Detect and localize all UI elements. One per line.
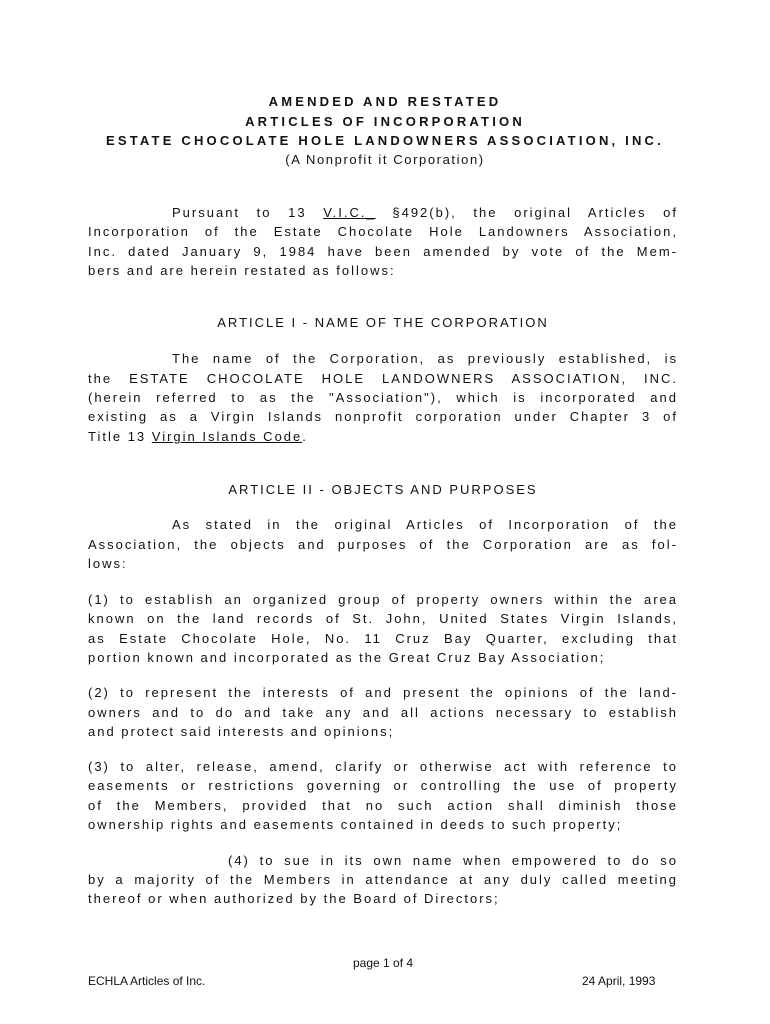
purpose-1-line-3: as Estate Chocolate Hole, No. 11 Cruz Bay Quarter, excluding that: [88, 631, 678, 646]
purpose-1-line-1: (1) to establish an organized group of property owners within the area: [88, 592, 678, 607]
preamble-line-4: bers and are herein restated as follows:: [88, 263, 396, 278]
footer-document-name: ECHLA Articles of Inc.: [88, 974, 206, 988]
purpose-2-line-1: (2) to represent the interests of and present the opinions of the land-: [88, 685, 678, 700]
preamble-text: §492(b), the original Articles of: [375, 205, 678, 220]
purpose-2-line-2: owners and to do and take any and all actions necessary to establish: [88, 705, 678, 720]
purpose-3-line-1: (3) to alter, release, amend, clarify or otherwise act with reference to: [88, 759, 678, 774]
article-2-intro-line-1: As stated in the original Articles of Incorporation of the: [172, 517, 678, 532]
statute-citation: V.I.C._: [323, 205, 376, 220]
code-reference: Virgin Islands Code: [151, 429, 303, 444]
purpose-3-line-4: ownership rights and easements contained in deeds to such property;: [88, 817, 623, 832]
article-1-line-5: [88, 429, 678, 445]
title-line-2: ARTICLES OF INCORPORATION: [245, 114, 525, 129]
page-number: page 1 of 4: [353, 956, 414, 970]
article-1-text: Title 13: [88, 429, 152, 444]
title-line-3: ESTATE CHOCOLATE HOLE LANDOWNERS ASSOCIATION, INC.: [106, 133, 664, 148]
purpose-4-line-3: thereof or when authorized by the Board of Directors;: [88, 891, 500, 906]
purpose-4-line-2: by a majority of the Members in attendance at any duly called meeting: [88, 872, 678, 887]
purpose-3-line-2: easements or restrictions governing or controlling the use of property: [88, 778, 678, 793]
footer-date: 24 April, 1993: [582, 974, 656, 988]
article-1-line-2: the ESTATE CHOCOLATE HOLE LANDOWNERS ASSOCIATION, INC.: [88, 371, 678, 386]
purpose-1-line-4: portion known and incorporated as the Great Cruz Bay Association;: [88, 650, 606, 665]
article-1-line-4: existing as a Virgin Islands nonprofit corporation under Chapter 3 of: [88, 409, 678, 424]
purpose-2-line-3: and protect said interests and opinions;: [88, 724, 395, 739]
purpose-3-line-3: of the Members, provided that no such action shall diminish those: [88, 798, 678, 813]
article-2-intro-line-2: Association, the objects and purposes of the Corporation are as fol-: [88, 537, 678, 552]
purpose-4-line-1: (4) to sue in its own name when empowered to do so: [228, 853, 678, 868]
article-1-line-1: The name of the Corporation, as previously established, is: [172, 351, 678, 366]
preamble-line-1: [172, 205, 678, 221]
article-1-line-3: (herein referred to as the "Association"), which is incorporated and: [88, 390, 678, 405]
article-2-intro-line-3: lows:: [88, 556, 128, 571]
article-1-heading: ARTICLE I - NAME OF THE CORPORATION: [217, 315, 549, 330]
title-subtitle: (A Nonprofit it Corporation): [285, 152, 485, 167]
article-2-heading: ARTICLE II - OBJECTS AND PURPOSES: [228, 482, 538, 497]
title-line-1: AMENDED AND RESTATED: [268, 94, 502, 109]
preamble-text: Pursuant to 13: [172, 205, 324, 220]
article-1-text: .: [302, 429, 308, 444]
preamble-line-3: Inc. dated January 9, 1984 have been amended by vote of the Mem-: [88, 244, 678, 259]
preamble-line-2: Incorporation of the Estate Chocolate Hole Landowners Association,: [88, 224, 678, 239]
purpose-1-line-2: known on the land records of St. John, United States Virgin Islands,: [88, 611, 678, 626]
